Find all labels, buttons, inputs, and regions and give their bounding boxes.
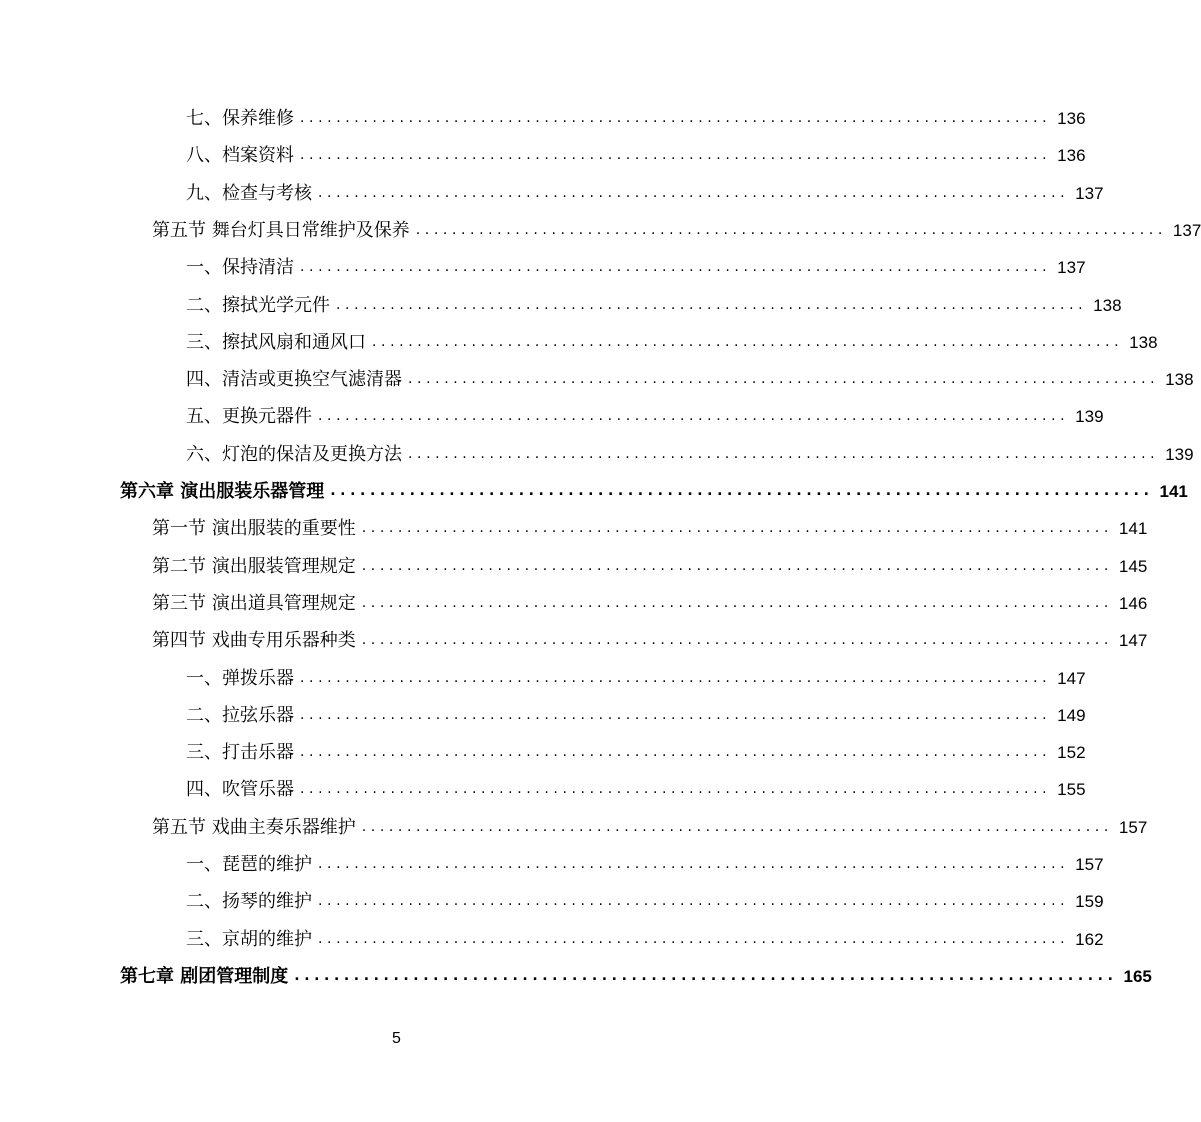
toc-entry-page: 159: [1075, 892, 1104, 912]
toc-entry-page: 139: [1165, 444, 1194, 464]
toc-entry-page: 137: [1057, 258, 1086, 278]
toc-dot-leader: ...................................................................................: [318, 408, 1070, 425]
toc-entry-page: 147: [1118, 631, 1148, 651]
toc-entry[interactable]: [186, 883, 1104, 920]
toc-entry-page: 152: [1057, 743, 1086, 763]
toc-dot-leader: ...................................................................................: [361, 557, 1113, 574]
toc-dot-leader: ...................................................................................: [318, 856, 1070, 872]
toc-entry-title: 六、灯泡的保洁及更换方法: [186, 443, 402, 465]
toc-dot-leader: ...................................................................................: [361, 520, 1113, 537]
toc-entry-title: 第五节 舞台灯具日常维护及保养: [152, 219, 410, 241]
toc-dot-leader: ...................................................................................: [330, 483, 1154, 499]
toc-entry-page: 139: [1075, 407, 1104, 427]
toc-dot-leader: ...................................................................................: [415, 221, 1167, 238]
toc-entry[interactable]: [186, 697, 1086, 734]
toc-dot-leader: ...................................................................................: [300, 147, 1052, 164]
toc-dot-leader: ...................................................................................: [318, 930, 1070, 947]
toc-entry[interactable]: [186, 324, 1158, 361]
toc-entry-title: 二、扬琴的维护: [186, 891, 312, 913]
toc-entry[interactable]: [152, 809, 1148, 846]
toc-dot-leader: ...................................................................................: [300, 669, 1052, 686]
toc-entry-page: 165: [1123, 966, 1152, 986]
toc-entry-title: 二、擦拭光学元件: [186, 294, 330, 316]
toc-entry[interactable]: [152, 548, 1148, 585]
toc-dot-leader: ...................................................................................: [300, 744, 1052, 761]
toc-entry[interactable]: [120, 473, 1188, 510]
toc-entry-page: 146: [1118, 593, 1148, 613]
toc-entry-title: 五、更换元器件: [186, 406, 312, 428]
toc-entry-title: 四、清洁或更换空气滤清器: [186, 369, 402, 391]
toc-entry-page: 138: [1165, 370, 1194, 390]
toc-entry-title: 第三节 演出道具管理规定: [152, 592, 356, 614]
toc-entry-page: 162: [1075, 929, 1104, 949]
toc-entry[interactable]: [186, 361, 1194, 398]
toc-entry-page: 157: [1075, 855, 1104, 874]
toc-entry-page: 136: [1057, 109, 1086, 128]
toc-dot-leader: ...................................................................................: [294, 967, 1118, 984]
toc-entry-title: 九、检查与考核: [186, 182, 312, 204]
toc-entry-page: 145: [1118, 556, 1148, 576]
toc-entry[interactable]: [186, 249, 1086, 286]
toc-entry[interactable]: [120, 958, 1152, 995]
toc-entry-page: 136: [1057, 146, 1086, 166]
toc-entry-page: 137: [1172, 220, 1201, 240]
toc-entry-page: 138: [1093, 295, 1122, 315]
toc-entry[interactable]: [186, 100, 1086, 137]
toc-entry-title: 八、档案资料: [186, 145, 294, 167]
toc-entry[interactable]: [186, 137, 1086, 174]
toc-entry[interactable]: [186, 734, 1086, 771]
toc-entry[interactable]: [186, 921, 1104, 958]
toc-dot-leader: ...................................................................................: [300, 110, 1052, 126]
toc-entry[interactable]: [186, 846, 1104, 883]
page-number: 5: [392, 1030, 401, 1047]
toc-dot-leader: ...................................................................................: [318, 184, 1070, 201]
toc-entry-title: 一、琵琶的维护: [186, 854, 312, 875]
toc-entry[interactable]: [152, 585, 1148, 622]
toc-entry-title: 三、京胡的维护: [186, 928, 312, 950]
toc-entry-page: 155: [1057, 780, 1086, 800]
toc-dot-leader: ...................................................................................: [336, 296, 1088, 313]
toc-entry-title: 第五节 戏曲主奏乐器维护: [152, 816, 356, 838]
toc-entry-page: 149: [1057, 705, 1086, 725]
toc-entry[interactable]: [186, 771, 1086, 808]
toc-entry[interactable]: [186, 660, 1086, 697]
toc-entry[interactable]: [186, 287, 1122, 324]
toc-entry-page: 141: [1159, 482, 1188, 501]
toc-entry-title: 第四节 戏曲专用乐器种类: [152, 630, 356, 652]
toc-dot-leader: ...................................................................................: [372, 333, 1124, 350]
toc-entry-page: 138: [1129, 332, 1158, 352]
toc-entry-title: 第六章 演出服装乐器管理: [120, 481, 325, 502]
toc-dot-leader: ...................................................................................: [318, 893, 1070, 910]
toc-dot-leader: ...................................................................................: [408, 371, 1160, 388]
toc-dot-leader: ...................................................................................: [408, 445, 1160, 462]
toc-entry-page: 137: [1075, 183, 1104, 203]
toc-entry-page: 157: [1118, 817, 1148, 837]
toc-entry-title: 一、弹拨乐器: [186, 667, 294, 689]
toc-entry-title: 一、保持清洁: [186, 257, 294, 279]
toc-entry-page: 147: [1057, 668, 1086, 688]
toc-entry[interactable]: [152, 510, 1148, 547]
toc-entry-title: 第二节 演出服装管理规定: [152, 555, 356, 577]
toc-dot-leader: ...................................................................................: [361, 594, 1113, 611]
toc-entry[interactable]: [186, 436, 1194, 473]
toc-entry[interactable]: [152, 212, 1201, 249]
toc-dot-leader: ...................................................................................: [300, 706, 1052, 723]
toc-entry-page: 141: [1118, 519, 1148, 539]
toc-entry[interactable]: [186, 175, 1104, 212]
toc-entry-title: 四、吹管乐器: [186, 779, 294, 801]
toc-entry-title: 三、打击乐器: [186, 742, 294, 764]
toc-entry-title: 第一节 演出服装的重要性: [152, 518, 356, 540]
toc-entry-title: 第七章 剧团管理制度: [120, 965, 289, 987]
toc-entry-title: 三、擦拭风扇和通风口: [186, 331, 366, 353]
toc-entry-title: 七、保养维修: [186, 108, 294, 129]
toc-dot-leader: ...................................................................................: [300, 259, 1052, 276]
toc-entry[interactable]: [152, 622, 1148, 659]
toc-dot-leader: ...................................................................................: [361, 632, 1113, 649]
toc-dot-leader: ...................................................................................: [300, 781, 1052, 798]
toc-entry[interactable]: [186, 398, 1104, 435]
toc-entry-title: 二、拉弦乐器: [186, 704, 294, 726]
toc-dot-leader: ...................................................................................: [361, 818, 1113, 835]
